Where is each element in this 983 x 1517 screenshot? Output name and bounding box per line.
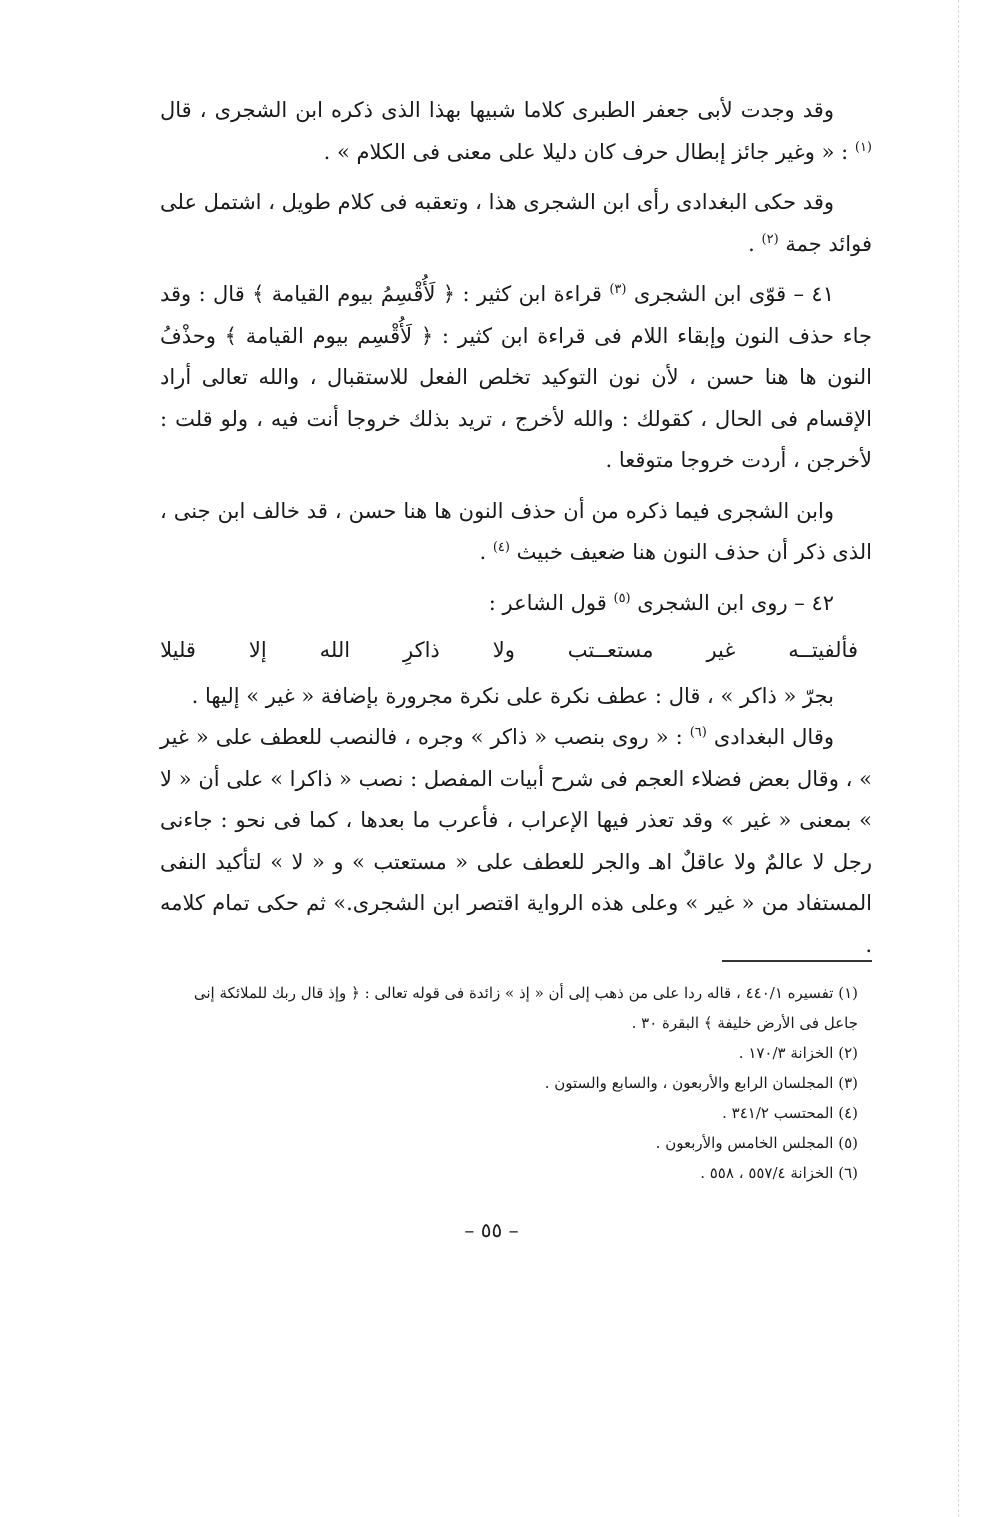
paragraph-text: : « وغير جائز إبطال حرف كان دليلا على معنى فى الكلام » . [323, 139, 855, 164]
verse-word: قليلا [160, 638, 196, 662]
footnote-item: (٤) المحتسب ٣٤١/٢ . [722, 1104, 858, 1122]
paragraph-p4 [160, 491, 872, 574]
paragraph-p7 [160, 717, 872, 966]
verse-word: فألفيتــه [788, 638, 858, 662]
paragraph-text: بجرّ « ذاكر » ، قال : عطف نكرة على نكرة مجرورة بإضافة « غير » إليها . [191, 683, 834, 708]
paragraph-p1 [160, 90, 872, 173]
footnote-item: (٦) الخزانة ٥٥٧/٤ ، ٥٥٨ . [700, 1164, 858, 1182]
paragraph-text: ٤١ – قوّى ابن الشجرى [626, 282, 834, 306]
page-number: – ٥٥ – [464, 1218, 519, 1242]
paragraph-text: : « روى بنصب « ذاكر » وجره ، فالنصب للعطف على « غير » ، وقال بعض فضلاء العجم فى شرح أبيات المفصل : نصب « ذاكرا » على أن « لا » بمعنى « غير » وقد تعذر فيها الإعراب ، فأعرب ما بعدها ، كما فى نحو : جاءنى رجل لا عالمٌ ولا عاقلٌ اهـ والجر للعطف على « مستعتب » و « لا » لتأكيد النفى المستفاد من « غير » وعلى هذه الرواية اقتصر ابن الشجرى.» ثم حكى تمام كلامه . [160, 725, 872, 957]
paragraph-text: قول الشاعر : [488, 590, 614, 615]
footnote-reference: (١) [854, 139, 872, 155]
footnote-item: (٣) المجلسان الرابع والأربعون ، والسابع والستون . [544, 1074, 858, 1092]
footnote-item: (٥) المجلس الخامس والأربعون . [655, 1134, 858, 1152]
page-edge-line [958, 0, 959, 1517]
paragraph-text: وقد وجدت لأبى جعفر الطبرى كلاما شبيها بهذا الذى ذكره ابن الشجرى ، قال [160, 98, 834, 122]
verse-word: غير [706, 638, 736, 662]
footnote-item: (١) تفسيره ٤٤٠/١ ، قاله ردا على من ذهب إلى أن « إذ » زائدة فى قوله تعالى : ﴿ وإذ قال ربك للملائكة إنى جاعل فى الأرض خليفة ﴾ البقرة ٣٠ . [193, 984, 858, 1032]
paragraphs-before-verse [160, 90, 872, 624]
poetry-verse [160, 630, 872, 672]
footnote-reference: (٥) [613, 590, 631, 606]
footnote-reference: (٢) [761, 231, 779, 247]
footnote-reference: (٣) [609, 282, 627, 297]
verse-word: ولا [492, 638, 515, 662]
footnote-item: (٢) الخزانة ١٧٠/٣ . [738, 1044, 858, 1062]
footnote-separator [722, 960, 872, 962]
paragraph-text: وقد حكى البغدادى رأى ابن الشجرى هذا ، وتعقبه فى كلام طويل ، اشتمل على فوائد جمة [160, 190, 872, 256]
paragraph-text: ٤٢ – روى ابن الشجرى [630, 590, 834, 615]
paragraph-text: وقال البغدادى [706, 725, 834, 749]
paragraph-p6 [160, 676, 872, 718]
paragraphs-after-verse [160, 676, 872, 967]
footnotes [160, 978, 872, 1188]
footnote-reference: (٦) [689, 725, 707, 740]
verse-word: الله [319, 638, 351, 662]
verse-word: إلا [248, 638, 267, 662]
paragraph-text: وابن الشجرى فيما ذكره من أن حذف النون ها هنا حسن ، قد خالف ابن جنى ، الذى ذكر أن حذف النون هنا ضعيف خبيث [160, 498, 872, 564]
paragraph-text: . [748, 231, 762, 256]
main-text [160, 90, 872, 966]
verse-word: ذاكرِ [403, 638, 440, 662]
paragraph-p5 [160, 583, 872, 625]
paragraph-text: قراءة ابن كثير : ﴿ لَأُقْسِمُ بيوم القيامة ﴾ قال : وقد جاء حذف النون وإبقاء اللام فى قراءة ابن كثير : ﴿ لَأُقْسِم بيوم القيامة ﴾ وحذْفُ النون ها هنا حسن ، لأن نون التوكيد تخلص الفعل للاستقبال ، والله تعالى أراد الإقسام فى الحال ، كقولك : والله لأخرج ، تريد بذلك خروجا أنت فيه ، ولو قلت : لأخرجن ، أردت خروجا متوقعا . [160, 282, 872, 472]
paragraph-p3 [160, 274, 872, 482]
verse-word: مستعــتب [567, 638, 654, 662]
paragraph-text: . [479, 540, 493, 564]
footnote-reference: (٤) [492, 540, 510, 555]
paragraph-p2 [160, 182, 872, 265]
